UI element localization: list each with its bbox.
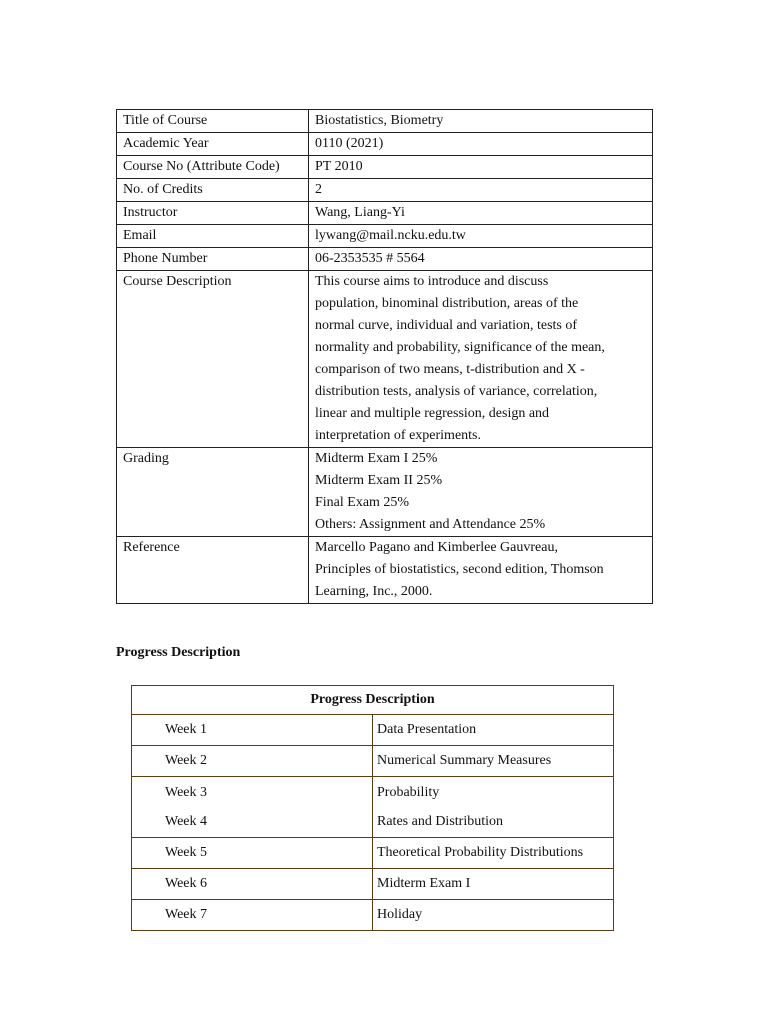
course-info-value-line: Midterm Exam I 25%	[315, 451, 438, 466]
course-info-value	[309, 271, 653, 448]
progress-topic-cell: Numerical Summary Measures	[373, 746, 614, 777]
progress-table	[131, 685, 614, 931]
progress-row	[132, 838, 614, 869]
course-info-value	[309, 537, 653, 604]
course-info-value-line: distribution tests, analysis of variance, correlation,	[315, 384, 598, 399]
progress-row	[132, 900, 614, 931]
course-info-value-line: interpretation of experiments.	[315, 428, 481, 443]
progress-week-cell	[132, 777, 373, 838]
course-info-row	[117, 202, 653, 225]
course-info-row	[117, 537, 653, 604]
progress-topic-cell: Holiday	[373, 900, 614, 931]
progress-row	[132, 715, 614, 746]
progress-week-label: Week 4	[165, 814, 208, 829]
progress-topic-cell: Midterm Exam I	[373, 869, 614, 900]
progress-topic-label: Probability	[377, 785, 440, 800]
course-info-label: Academic Year	[117, 133, 309, 156]
course-info-label: Instructor	[117, 202, 309, 225]
course-info-value-line: lywang@mail.ncku.edu.tw	[315, 228, 466, 243]
course-info-value-line: linear and multiple regression, design and	[315, 406, 550, 421]
progress-week-cell: Week 5	[132, 838, 373, 869]
course-info-label: Email	[117, 225, 309, 248]
progress-topic-label: Rates and Distribution	[377, 814, 503, 829]
course-info-value-line: Final Exam 25%	[315, 495, 410, 510]
course-info-row	[117, 225, 653, 248]
course-info-value-line: PT 2010	[315, 159, 363, 174]
course-info-label: Course No (Attribute Code)	[117, 156, 309, 179]
course-info-table	[116, 109, 653, 604]
progress-week-cell: Week 2	[132, 746, 373, 777]
course-info-label: No. of Credits	[117, 179, 309, 202]
course-info-value-line: Biostatistics, Biometry	[315, 113, 444, 128]
progress-row	[132, 746, 614, 777]
course-info-value-line: comparison of two means, t-distribution and X -	[315, 362, 585, 377]
course-info-value-line: normality and probability, significance of the mean,	[315, 340, 605, 355]
progress-row	[132, 869, 614, 900]
progress-topic-cell: Data Presentation	[373, 715, 614, 746]
course-info-value-line: Learning, Inc., 2000.	[315, 584, 433, 599]
course-info-value-line: 06-2353535 # 5564	[315, 251, 425, 266]
course-info-value-line: 2	[315, 182, 322, 197]
course-info-value-line: Marcello Pagano and Kimberlee Gauvreau,	[315, 540, 558, 555]
course-info-row	[117, 156, 653, 179]
progress-row	[132, 777, 614, 838]
course-info-value-line: Wang, Liang-Yi	[315, 205, 405, 220]
progress-week-cell: Week 6	[132, 869, 373, 900]
progress-week-cell: Week 7	[132, 900, 373, 931]
progress-topic-cell: Theoretical Probability Distributions	[373, 838, 614, 869]
course-info-value	[309, 156, 653, 179]
progress-week-cell: Week 1	[132, 715, 373, 746]
course-info-value	[309, 248, 653, 271]
course-info-label: Reference	[117, 537, 309, 604]
progress-topic-cell	[373, 777, 614, 838]
course-info-value	[309, 133, 653, 156]
course-info-value-line: normal curve, individual and variation, tests of	[315, 318, 578, 333]
course-info-label: Title of Course	[117, 110, 309, 133]
course-info-value-line: Midterm Exam II 25%	[315, 473, 443, 488]
course-info-row	[117, 271, 653, 448]
course-info-value	[309, 448, 653, 537]
course-info-value	[309, 179, 653, 202]
course-info-row	[117, 248, 653, 271]
course-info-row	[117, 448, 653, 537]
course-info-value	[309, 225, 653, 248]
course-info-value	[309, 110, 653, 133]
course-info-row	[117, 110, 653, 133]
course-info-label: Course Description	[117, 271, 309, 448]
course-info-row	[117, 133, 653, 156]
course-info-value-line: Principles of biostatistics, second edition, Thomson	[315, 562, 604, 577]
course-info-label: Grading	[117, 448, 309, 537]
course-info-row	[117, 179, 653, 202]
progress-table-header: Progress Description	[132, 686, 614, 715]
progress-week-label: Week 3	[165, 785, 208, 800]
course-info-label: Phone Number	[117, 248, 309, 271]
progress-section-heading: Progress Description	[116, 645, 241, 660]
course-info-value-line: population, binominal distribution, areas of the	[315, 296, 579, 311]
course-info-value-line: Others: Assignment and Attendance 25%	[315, 517, 546, 532]
course-info-value-line: This course aims to introduce and discuss	[315, 274, 549, 289]
course-info-value-line: 0110 (2021)	[315, 136, 384, 151]
course-info-value	[309, 202, 653, 225]
